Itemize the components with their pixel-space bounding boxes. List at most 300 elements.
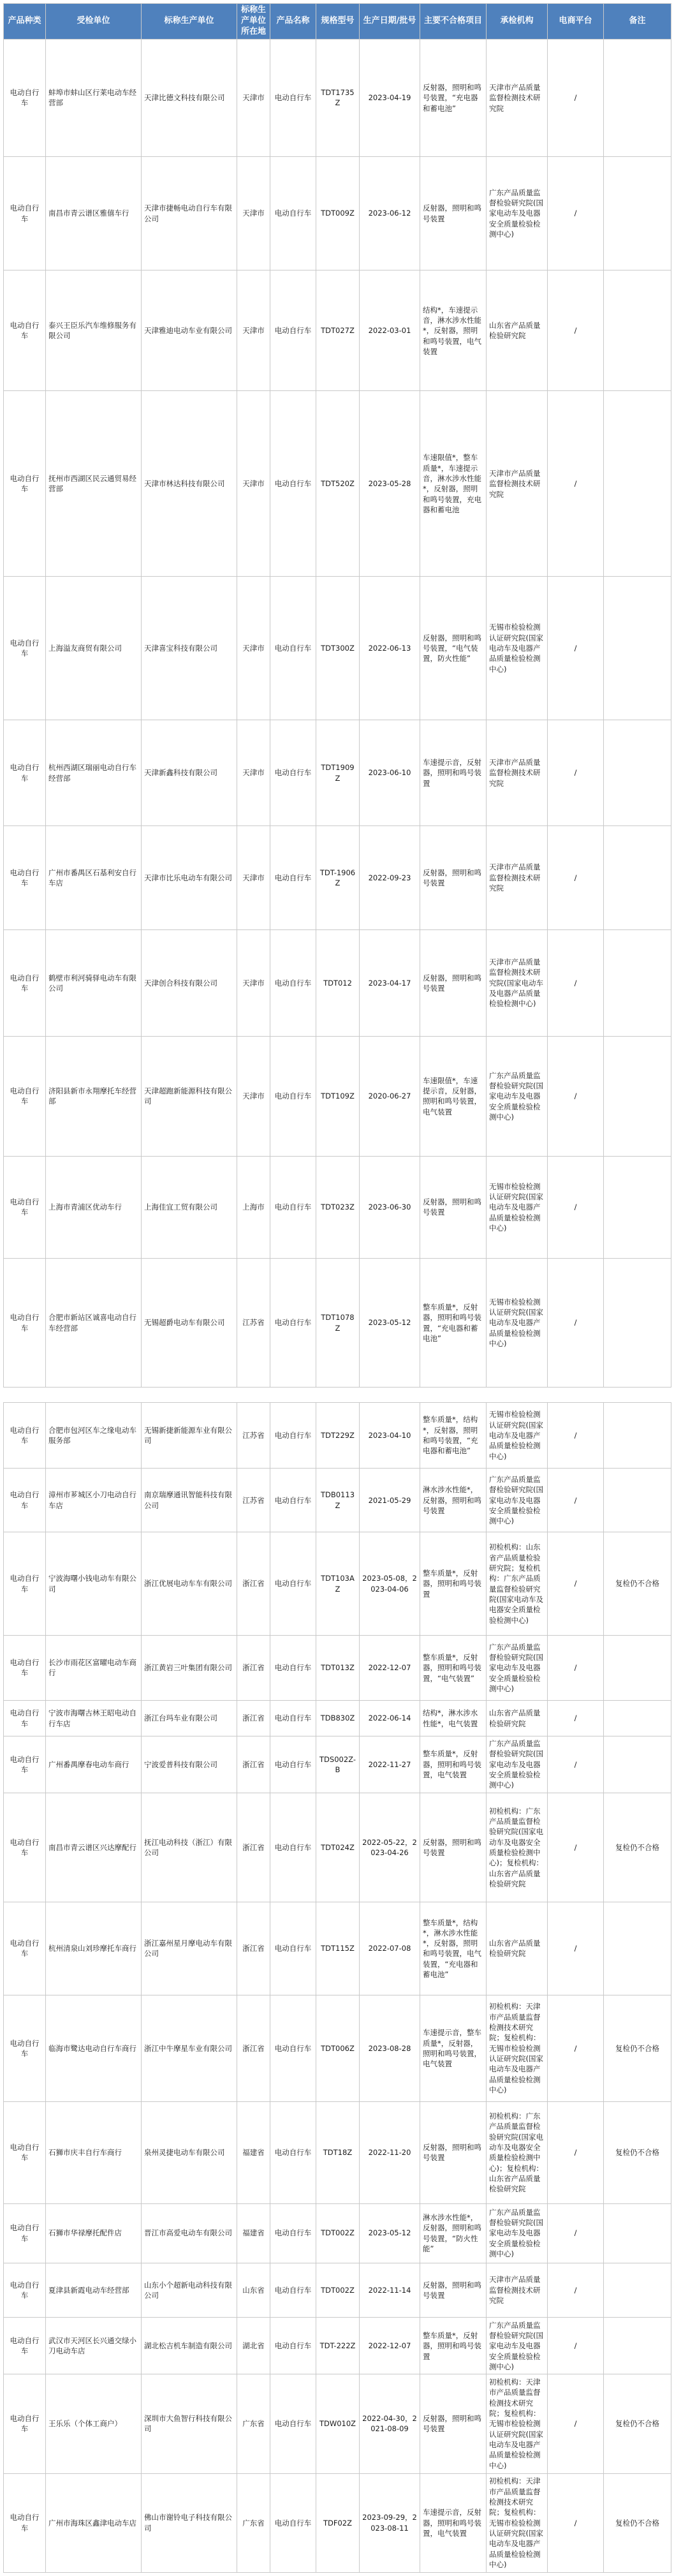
cell-inspected-unit: 上海市青浦区优动车行	[46, 1156, 142, 1259]
table-row	[4, 1037, 671, 1156]
cell-ecommerce-platform: /	[548, 826, 604, 929]
cell-manufacturer: 浙江优展电动车车有限公司	[142, 1532, 237, 1635]
cell-model: TDT012	[316, 929, 360, 1037]
cell-testing-agency: 无锡市检验检测认证研究院(国家电动车及电器产品质量检验检测中心)	[487, 1259, 548, 1388]
cell-model: TDT013Z	[316, 1635, 360, 1700]
table-row	[4, 2203, 671, 2263]
cell-ecommerce-platform: /	[548, 1469, 604, 1532]
cell-testing-agency: 广东产品质量监督检验研究院(国家电动车及电器安全质量检验检测中心)	[487, 1736, 548, 1793]
table-row	[4, 1736, 671, 1793]
cell-inspected-unit: 王乐乐（个体工商户）	[46, 2374, 142, 2473]
cell-model: TDT-222Z	[316, 2318, 360, 2374]
table-row	[4, 577, 671, 720]
cell-category: 电动自行车	[4, 720, 46, 826]
cell-remarks: 复检仍不合格	[604, 2473, 671, 2572]
cell-category: 电动自行车	[4, 40, 46, 157]
cell-location: 天津市	[237, 1037, 270, 1156]
cell-category: 电动自行车	[4, 826, 46, 929]
cell-model: TDT002Z	[316, 2203, 360, 2263]
cell-location: 山东省	[237, 2263, 270, 2318]
cell-product-name: 电动自行车	[270, 2102, 316, 2203]
cell-ecommerce-platform: /	[548, 1902, 604, 1995]
cell-ecommerce-platform: /	[548, 720, 604, 826]
cell-remarks	[604, 2263, 671, 2318]
cell-remarks	[604, 720, 671, 826]
cell-category: 电动自行车	[4, 1259, 46, 1388]
cell-testing-agency: 天津市产品质量监督检测技术研究院	[487, 2263, 548, 2318]
inspection-table-part-1	[3, 3, 671, 1388]
cell-production-date: 2023-06-30	[360, 1156, 420, 1259]
cell-production-date: 2022-07-08	[360, 1902, 420, 1995]
cell-inspected-unit: 广州市海珠区鑫津电动车店	[46, 2473, 142, 2572]
cell-manufacturer: 宁波爱普科技有限公司	[142, 1736, 237, 1793]
cell-remarks	[604, 156, 671, 270]
cell-model: TDW010Z	[316, 2374, 360, 2473]
cell-ecommerce-platform: /	[548, 1037, 604, 1156]
cell-ecommerce-platform: /	[548, 1403, 604, 1469]
cell-category: 电动自行车	[4, 1037, 46, 1156]
cell-inspected-unit: 上海溢友商贸有限公司	[46, 577, 142, 720]
cell-production-date: 2022-03-01	[360, 270, 420, 391]
cell-model: TDT023Z	[316, 1156, 360, 1259]
cell-product-name: 电动自行车	[270, 1736, 316, 1793]
cell-remarks: 复检仍不合格	[604, 1995, 671, 2102]
cell-inspected-unit: 夏津县新霞电动车经营部	[46, 2263, 142, 2318]
cell-location: 浙江省	[237, 1532, 270, 1635]
cell-inspected-unit: 漳州市芗城区小刀电动自行车店	[46, 1469, 142, 1532]
cell-failed-items: 反射器，照明和鸣号装置，“电气装置，防火性能”	[420, 577, 487, 720]
cell-location: 天津市	[237, 391, 270, 577]
cell-product-name: 电动自行车	[270, 2263, 316, 2318]
cell-category: 电动自行车	[4, 929, 46, 1037]
cell-inspected-unit: 蚌埠市蚌山区行莱电动车经营部	[46, 40, 142, 157]
table-header-row	[4, 4, 671, 40]
cell-inspected-unit: 宁波海曙小钱电动车有限公司	[46, 1532, 142, 1635]
cell-production-date: 2023-06-12	[360, 156, 420, 270]
cell-category: 电动自行车	[4, 1793, 46, 1902]
cell-product-name: 电动自行车	[270, 1259, 316, 1388]
header-failed-items: 主要不合格项目	[420, 4, 487, 40]
cell-ecommerce-platform: /	[548, 929, 604, 1037]
cell-remarks	[604, 1156, 671, 1259]
cell-manufacturer: 山东小个超新电动科技有限公司	[142, 2263, 237, 2318]
cell-model: TDT229Z	[316, 1403, 360, 1469]
cell-manufacturer: 浙江黄岩三叶集团有限公司	[142, 1635, 237, 1700]
cell-category: 电动自行车	[4, 270, 46, 391]
cell-location: 浙江省	[237, 1736, 270, 1793]
cell-inspected-unit: 泰兴王臣乐汽车维修服务有限公司	[46, 270, 142, 391]
cell-production-date: 2022-12-07	[360, 2318, 420, 2374]
cell-testing-agency: 初检机构：广东产品质量监督检验研究院(国家电动车及电器安全质量检验检测中心)；复检机构：山东省产品质量检验研究院	[487, 1793, 548, 1902]
cell-production-date: 2022-05-22，2023-04-26	[360, 1793, 420, 1902]
cell-location: 浙江省	[237, 1902, 270, 1995]
cell-failed-items: 反射器，照明和鸣号装置	[420, 826, 487, 929]
cell-production-date: 2022-11-14	[360, 2263, 420, 2318]
cell-model: TDT103AZ	[316, 1532, 360, 1635]
cell-category: 电动自行车	[4, 2318, 46, 2374]
cell-production-date: 2023-05-08，2023-04-06	[360, 1532, 420, 1635]
cell-ecommerce-platform: /	[548, 2374, 604, 2473]
cell-ecommerce-platform: /	[548, 2263, 604, 2318]
cell-product-name: 电动自行车	[270, 720, 316, 826]
cell-location: 广东省	[237, 2473, 270, 2572]
cell-product-name: 电动自行车	[270, 1469, 316, 1532]
cell-remarks	[604, 577, 671, 720]
cell-ecommerce-platform: /	[548, 156, 604, 270]
cell-testing-agency: 初检机构：天津市产品质量监督检测技术研究院；复检机构：无锡市检验检测认证研究院(国家电动车及电器产品质量检验检测中心)	[487, 2374, 548, 2473]
cell-product-name: 电动自行车	[270, 577, 316, 720]
cell-model: TDT006Z	[316, 1995, 360, 2102]
cell-manufacturer: 无锡新捷新能源车业有限公司	[142, 1403, 237, 1469]
header-testing-agency: 承检机构	[487, 4, 548, 40]
cell-category: 电动自行车	[4, 2102, 46, 2203]
table-row	[4, 156, 671, 270]
cell-failed-items: 车速限值*，整车质量*，车速提示音，淋水涉水性能*，反射器，照明和鸣号装置，充电器和蓄电池	[420, 391, 487, 577]
cell-testing-agency: 广东产品质量监督检验研究院(国家电动车及电器安全质量检验检测中心)	[487, 156, 548, 270]
cell-testing-agency: 山东省产品质量检验研究院	[487, 1902, 548, 1995]
cell-ecommerce-platform: /	[548, 2203, 604, 2263]
header-remarks: 备注	[604, 4, 671, 40]
cell-manufacturer: 泉州灵捷电动车有限公司	[142, 2102, 237, 2203]
cell-failed-items: 反射器，照明和鸣号装置	[420, 1793, 487, 1902]
cell-remarks	[604, 929, 671, 1037]
cell-product-name: 电动自行车	[270, 2318, 316, 2374]
cell-ecommerce-platform: /	[548, 1532, 604, 1635]
table-row	[4, 1156, 671, 1259]
cell-remarks	[604, 2203, 671, 2263]
cell-failed-items: 淋水涉水性能*，反射器，照明和鸣号装置	[420, 1469, 487, 1532]
cell-ecommerce-platform: /	[548, 1995, 604, 2102]
cell-failed-items: 车速提示音，整车质量*，反射器，照明和鸣号装置，电气装置	[420, 1995, 487, 2102]
cell-testing-agency: 山东省产品质量检验研究院	[487, 1701, 548, 1736]
header-category: 产品种类	[4, 4, 46, 40]
table-row	[4, 2318, 671, 2374]
cell-location: 福建省	[237, 2102, 270, 2203]
cell-failed-items: 整车质量*，结构*，反射器，照明和鸣号装置，“充电器和蓄电池”	[420, 1403, 487, 1469]
cell-failed-items: 整车质量*，反射器，照明和鸣号装置，“充电器和蓄电池”	[420, 1259, 487, 1388]
cell-manufacturer: 浙江中牛摩星车业有限公司	[142, 1995, 237, 2102]
cell-manufacturer: 天津市比乐电动车有限公司	[142, 826, 237, 929]
cell-inspected-unit: 长沙市雨花区富曜电动车商行	[46, 1635, 142, 1700]
table-row	[4, 2102, 671, 2203]
cell-manufacturer: 湖北松吉机车制造有限公司	[142, 2318, 237, 2374]
cell-production-date: 2021-05-29	[360, 1469, 420, 1532]
cell-remarks: 复检仍不合格	[604, 1532, 671, 1635]
cell-testing-agency: 广东产品质量监督检验研究院(国家电动车及电器安全质量检验检测中心)	[487, 1037, 548, 1156]
cell-manufacturer: 天津比德文科技有限公司	[142, 40, 237, 157]
cell-location: 福建省	[237, 2203, 270, 2263]
cell-failed-items: 整车质量*，反射器，照明和鸣号装置	[420, 1532, 487, 1635]
cell-production-date: 2020-06-27	[360, 1037, 420, 1156]
cell-location: 广东省	[237, 2374, 270, 2473]
cell-production-date: 2022-11-20	[360, 2102, 420, 2203]
header-location: 标称生产单位所在地	[237, 4, 270, 40]
cell-model: TDT520Z	[316, 391, 360, 577]
cell-manufacturer: 抚江电动科技（浙江）有限公司	[142, 1793, 237, 1902]
cell-model: TDT009Z	[316, 156, 360, 270]
cell-inspected-unit: 石狮市庆丰自行车商行	[46, 2102, 142, 2203]
cell-failed-items: 反射器，照明和鸣号装置，“充电器和蓄电池”	[420, 40, 487, 157]
table-row	[4, 720, 671, 826]
cell-manufacturer: 浙江台玛车业有限公司	[142, 1701, 237, 1736]
table-row	[4, 929, 671, 1037]
cell-model: TDT18Z	[316, 2102, 360, 2203]
cell-product-name: 电动自行车	[270, 1037, 316, 1156]
cell-testing-agency: 初检机构：天津市产品质量监督检测技术研究院；复检机构：无锡市检验检测认证研究院(国家电动车及电器产品质量检验检测中心)	[487, 2473, 548, 2572]
cell-product-name: 电动自行车	[270, 40, 316, 157]
cell-testing-agency: 天津市产品质量监督检测技术研究院	[487, 391, 548, 577]
cell-manufacturer: 上海佳宜工贸有限公司	[142, 1156, 237, 1259]
cell-production-date: 2023-05-12	[360, 1259, 420, 1388]
cell-product-name: 电动自行车	[270, 391, 316, 577]
cell-ecommerce-platform: /	[548, 1701, 604, 1736]
cell-production-date: 2022-06-14	[360, 1701, 420, 1736]
cell-failed-items: 车速提示音，反射器，照明和鸣号装置	[420, 720, 487, 826]
cell-inspected-unit: 武汉市天河区长兴通交绿小刀电动车店	[46, 2318, 142, 2374]
cell-model: TDT1735Z	[316, 40, 360, 157]
cell-failed-items: 整车质量*，反射器，照明和鸣号装置，“电气装置”	[420, 1635, 487, 1700]
cell-category: 电动自行车	[4, 156, 46, 270]
cell-product-name: 电动自行车	[270, 1635, 316, 1700]
inspection-table-part-2	[3, 1402, 671, 2573]
cell-product-name: 电动自行车	[270, 1701, 316, 1736]
cell-failed-items: 结构*，车速提示音，淋水涉水性能*，反射器，照明和鸣号装置，电气装置	[420, 270, 487, 391]
cell-remarks: 复检仍不合格	[604, 2374, 671, 2473]
cell-category: 电动自行车	[4, 1736, 46, 1793]
cell-product-name: 电动自行车	[270, 1902, 316, 1995]
cell-inspected-unit: 宁波市海曙古林王昭电动自行车店	[46, 1701, 142, 1736]
cell-ecommerce-platform: /	[548, 2473, 604, 2572]
cell-manufacturer: 天津市林达科技有限公司	[142, 391, 237, 577]
cell-location: 天津市	[237, 270, 270, 391]
cell-category: 电动自行车	[4, 2263, 46, 2318]
cell-remarks	[604, 1469, 671, 1532]
cell-remarks	[604, 40, 671, 157]
cell-remarks	[604, 2318, 671, 2374]
cell-category: 电动自行车	[4, 1902, 46, 1995]
cell-ecommerce-platform: /	[548, 1156, 604, 1259]
cell-failed-items: 反射器，照明和鸣号装置	[420, 2374, 487, 2473]
cell-testing-agency: 无锡市检验检测认证研究院(国家电动车及电器产品质量检验检测中心)	[487, 1156, 548, 1259]
cell-remarks	[604, 826, 671, 929]
cell-manufacturer: 南京瑞摩通讯智能科技有限公司	[142, 1469, 237, 1532]
cell-testing-agency: 无锡市检验检测认证研究院(国家电动车及电器产品质量检验检测中心)	[487, 1403, 548, 1469]
cell-location: 上海市	[237, 1156, 270, 1259]
cell-inspected-unit: 杭州清泉山刘珍摩托车商行	[46, 1902, 142, 1995]
cell-product-name: 电动自行车	[270, 1532, 316, 1635]
cell-manufacturer: 天津喜宝科技有限公司	[142, 577, 237, 720]
cell-product-name: 电动自行车	[270, 929, 316, 1037]
cell-testing-agency: 初检机构：山东省产品质量检验研究院；复检机构：广东产品质量监督检验研究院(国家电动车及电器安全质量检验检测中心)	[487, 1532, 548, 1635]
cell-testing-agency: 天津市产品质量监督检测技术研究院(国家电动车及电器产品质量检验检测中心)	[487, 929, 548, 1037]
cell-testing-agency: 天津市产品质量监督检测技术研究院	[487, 720, 548, 826]
cell-remarks	[604, 1902, 671, 1995]
table-row	[4, 40, 671, 157]
cell-testing-agency: 广东产品质量监督检验研究院(国家电动车及电器安全质量检验检测中心)	[487, 1469, 548, 1532]
cell-model: TDT-1906Z	[316, 826, 360, 929]
cell-testing-agency: 广东产品质量监督检验研究院(国家电动车及电器安全质量检验检测中心)	[487, 2203, 548, 2263]
cell-product-name: 电动自行车	[270, 2203, 316, 2263]
table-row	[4, 1902, 671, 1995]
header-manufacturer: 标称生产单位	[142, 4, 237, 40]
cell-product-name: 电动自行车	[270, 1156, 316, 1259]
cell-remarks: 复检仍不合格	[604, 1793, 671, 1902]
header-production-date: 生产日期/批号	[360, 4, 420, 40]
cell-location: 天津市	[237, 929, 270, 1037]
cell-location: 浙江省	[237, 1635, 270, 1700]
cell-production-date: 2023-08-28	[360, 1995, 420, 2102]
cell-product-name: 电动自行车	[270, 2374, 316, 2473]
cell-model: TDT024Z	[316, 1793, 360, 1902]
cell-manufacturer: 天津创合科技有限公司	[142, 929, 237, 1037]
cell-ecommerce-platform: /	[548, 391, 604, 577]
cell-category: 电动自行车	[4, 1532, 46, 1635]
cell-production-date: 2022-11-27	[360, 1736, 420, 1793]
cell-category: 电动自行车	[4, 1156, 46, 1259]
cell-remarks	[604, 1259, 671, 1388]
cell-manufacturer: 天津雅迪电动车业有限公司	[142, 270, 237, 391]
table-row	[4, 1793, 671, 1902]
cell-ecommerce-platform: /	[548, 1793, 604, 1902]
cell-production-date: 2023-05-12	[360, 2203, 420, 2263]
cell-production-date: 2023-05-28	[360, 391, 420, 577]
cell-production-date: 2022-04-30，2021-08-09	[360, 2374, 420, 2473]
cell-location: 天津市	[237, 40, 270, 157]
cell-ecommerce-platform: /	[548, 270, 604, 391]
cell-ecommerce-platform: /	[548, 2102, 604, 2203]
table-row	[4, 1701, 671, 1736]
cell-location: 天津市	[237, 577, 270, 720]
cell-product-name: 电动自行车	[270, 270, 316, 391]
cell-model: TDS002Z-B	[316, 1736, 360, 1793]
cell-failed-items: 反射器，照明和鸣号装置	[420, 156, 487, 270]
header-inspected-unit: 受检单位	[46, 4, 142, 40]
cell-production-date: 2023-04-10	[360, 1403, 420, 1469]
cell-ecommerce-platform: /	[548, 2318, 604, 2374]
cell-inspected-unit: 鹤壁市利河骑驿电动车有限公司	[46, 929, 142, 1037]
cell-testing-agency: 初检机构：天津市产品质量监督检测技术研究院；复检机构：无锡市检验检测认证研究院(国家电动车及电器产品质量检验检测中心)	[487, 1995, 548, 2102]
cell-inspected-unit: 抚州市西湖区民云通贸易经营部	[46, 391, 142, 577]
cell-failed-items: 反射器，照明和鸣号装置	[420, 1156, 487, 1259]
cell-location: 天津市	[237, 720, 270, 826]
cell-manufacturer: 天津市捷畅电动自行车有限公司	[142, 156, 237, 270]
cell-category: 电动自行车	[4, 2473, 46, 2572]
cell-ecommerce-platform: /	[548, 40, 604, 157]
cell-ecommerce-platform: /	[548, 1635, 604, 1700]
cell-category: 电动自行车	[4, 1635, 46, 1700]
cell-category: 电动自行车	[4, 391, 46, 577]
cell-location: 浙江省	[237, 1701, 270, 1736]
cell-category: 电动自行车	[4, 2374, 46, 2473]
cell-testing-agency: 无锡市检验检测认证研究院(国家电动车及电器产品质量检验检测中心)	[487, 577, 548, 720]
cell-remarks	[604, 391, 671, 577]
cell-ecommerce-platform: /	[548, 577, 604, 720]
cell-model: TDB0113Z	[316, 1469, 360, 1532]
cell-location: 湖北省	[237, 2318, 270, 2374]
cell-model: TDT115Z	[316, 1902, 360, 1995]
cell-ecommerce-platform: /	[548, 1259, 604, 1388]
cell-ecommerce-platform: /	[548, 1736, 604, 1793]
cell-model: TDT1078Z	[316, 1259, 360, 1388]
cell-inspected-unit: 杭州西湖区瑞丽电动自行车经营部	[46, 720, 142, 826]
cell-failed-items: 整车质量*，反射器，照明和鸣号装置	[420, 2318, 487, 2374]
cell-production-date: 2022-09-23	[360, 826, 420, 929]
cell-testing-agency: 山东省产品质量检验研究院	[487, 270, 548, 391]
cell-failed-items: 反射器，照明和鸣号装置	[420, 2263, 487, 2318]
table-row	[4, 1259, 671, 1388]
header-ecommerce-platform: 电商平台	[548, 4, 604, 40]
table-row	[4, 1635, 671, 1700]
cell-manufacturer: 晋江市高爱电动车有限公司	[142, 2203, 237, 2263]
cell-remarks: 复检仍不合格	[604, 2102, 671, 2203]
cell-failed-items: 整车质量*，结构*，淋水涉水性能*，反射器，照明和鸣号装置，电气装置，“充电器和蓄电池”	[420, 1902, 487, 1995]
cell-failed-items: 车速提示音，反射器，照明和鸣号装置，电气装置	[420, 2473, 487, 2572]
cell-model: TDB830Z	[316, 1701, 360, 1736]
cell-category: 电动自行车	[4, 577, 46, 720]
cell-category: 电动自行车	[4, 1403, 46, 1469]
table-row	[4, 826, 671, 929]
table-row	[4, 2374, 671, 2473]
cell-failed-items: 整车质量*，反射器，照明和鸣号装置，电气装置	[420, 1736, 487, 1793]
cell-remarks	[604, 1701, 671, 1736]
header-model: 规格型号	[316, 4, 360, 40]
cell-location: 江苏省	[237, 1469, 270, 1532]
cell-inspected-unit: 南昌市青云谱区兴达摩配行	[46, 1793, 142, 1902]
header-product-name: 产品名称	[270, 4, 316, 40]
cell-product-name: 电动自行车	[270, 1403, 316, 1469]
cell-inspected-unit: 广州番禺摩春电动车商行	[46, 1736, 142, 1793]
cell-production-date: 2022-12-07	[360, 1635, 420, 1700]
cell-manufacturer: 浙江嘉州星月摩电动车有限公司	[142, 1902, 237, 1995]
cell-category: 电动自行车	[4, 1995, 46, 2102]
cell-category: 电动自行车	[4, 2203, 46, 2263]
table-row	[4, 2473, 671, 2572]
cell-product-name: 电动自行车	[270, 1793, 316, 1902]
cell-model: TDT002Z	[316, 2263, 360, 2318]
cell-remarks	[604, 1635, 671, 1700]
table-row	[4, 391, 671, 577]
cell-remarks	[604, 1736, 671, 1793]
cell-manufacturer: 天津超跑新能源科技有限公司	[142, 1037, 237, 1156]
cell-model: TDT1909Z	[316, 720, 360, 826]
cell-remarks	[604, 1037, 671, 1156]
cell-product-name: 电动自行车	[270, 1995, 316, 2102]
cell-remarks	[604, 1403, 671, 1469]
cell-testing-agency: 初检机构：广东产品质量监督检验研究院(国家电动车及电器安全质量检验检测中心)；复检机构：山东省产品质量检验研究院	[487, 2102, 548, 2203]
cell-product-name: 电动自行车	[270, 2473, 316, 2572]
cell-category: 电动自行车	[4, 1701, 46, 1736]
cell-inspected-unit: 石狮市华禄摩托配件店	[46, 2203, 142, 2263]
cell-location: 天津市	[237, 826, 270, 929]
cell-production-date: 2023-04-19	[360, 40, 420, 157]
cell-manufacturer: 佛山市谢铃电子科技有限公司	[142, 2473, 237, 2572]
cell-inspected-unit: 济阳县新市永翔摩托车经营部	[46, 1037, 142, 1156]
cell-inspected-unit: 合肥市包河区车之缘电动车服务部	[46, 1403, 142, 1469]
table-row	[4, 1469, 671, 1532]
cell-failed-items: 反射器，照明和鸣号装置	[420, 2102, 487, 2203]
table-row	[4, 1403, 671, 1469]
cell-category: 电动自行车	[4, 1469, 46, 1532]
cell-remarks	[604, 270, 671, 391]
cell-manufacturer: 无锡超爵电动车有限公司	[142, 1259, 237, 1388]
cell-failed-items: 结构*，淋水涉水性能*，电气装置	[420, 1701, 487, 1736]
cell-production-date: 2023-06-10	[360, 720, 420, 826]
cell-model: TDF02Z	[316, 2473, 360, 2572]
cell-manufacturer: 天津新鑫科技有限公司	[142, 720, 237, 826]
cell-inspected-unit: 合肥市新站区诚喜电动自行车经营部	[46, 1259, 142, 1388]
cell-location: 浙江省	[237, 1793, 270, 1902]
table-row	[4, 1995, 671, 2102]
